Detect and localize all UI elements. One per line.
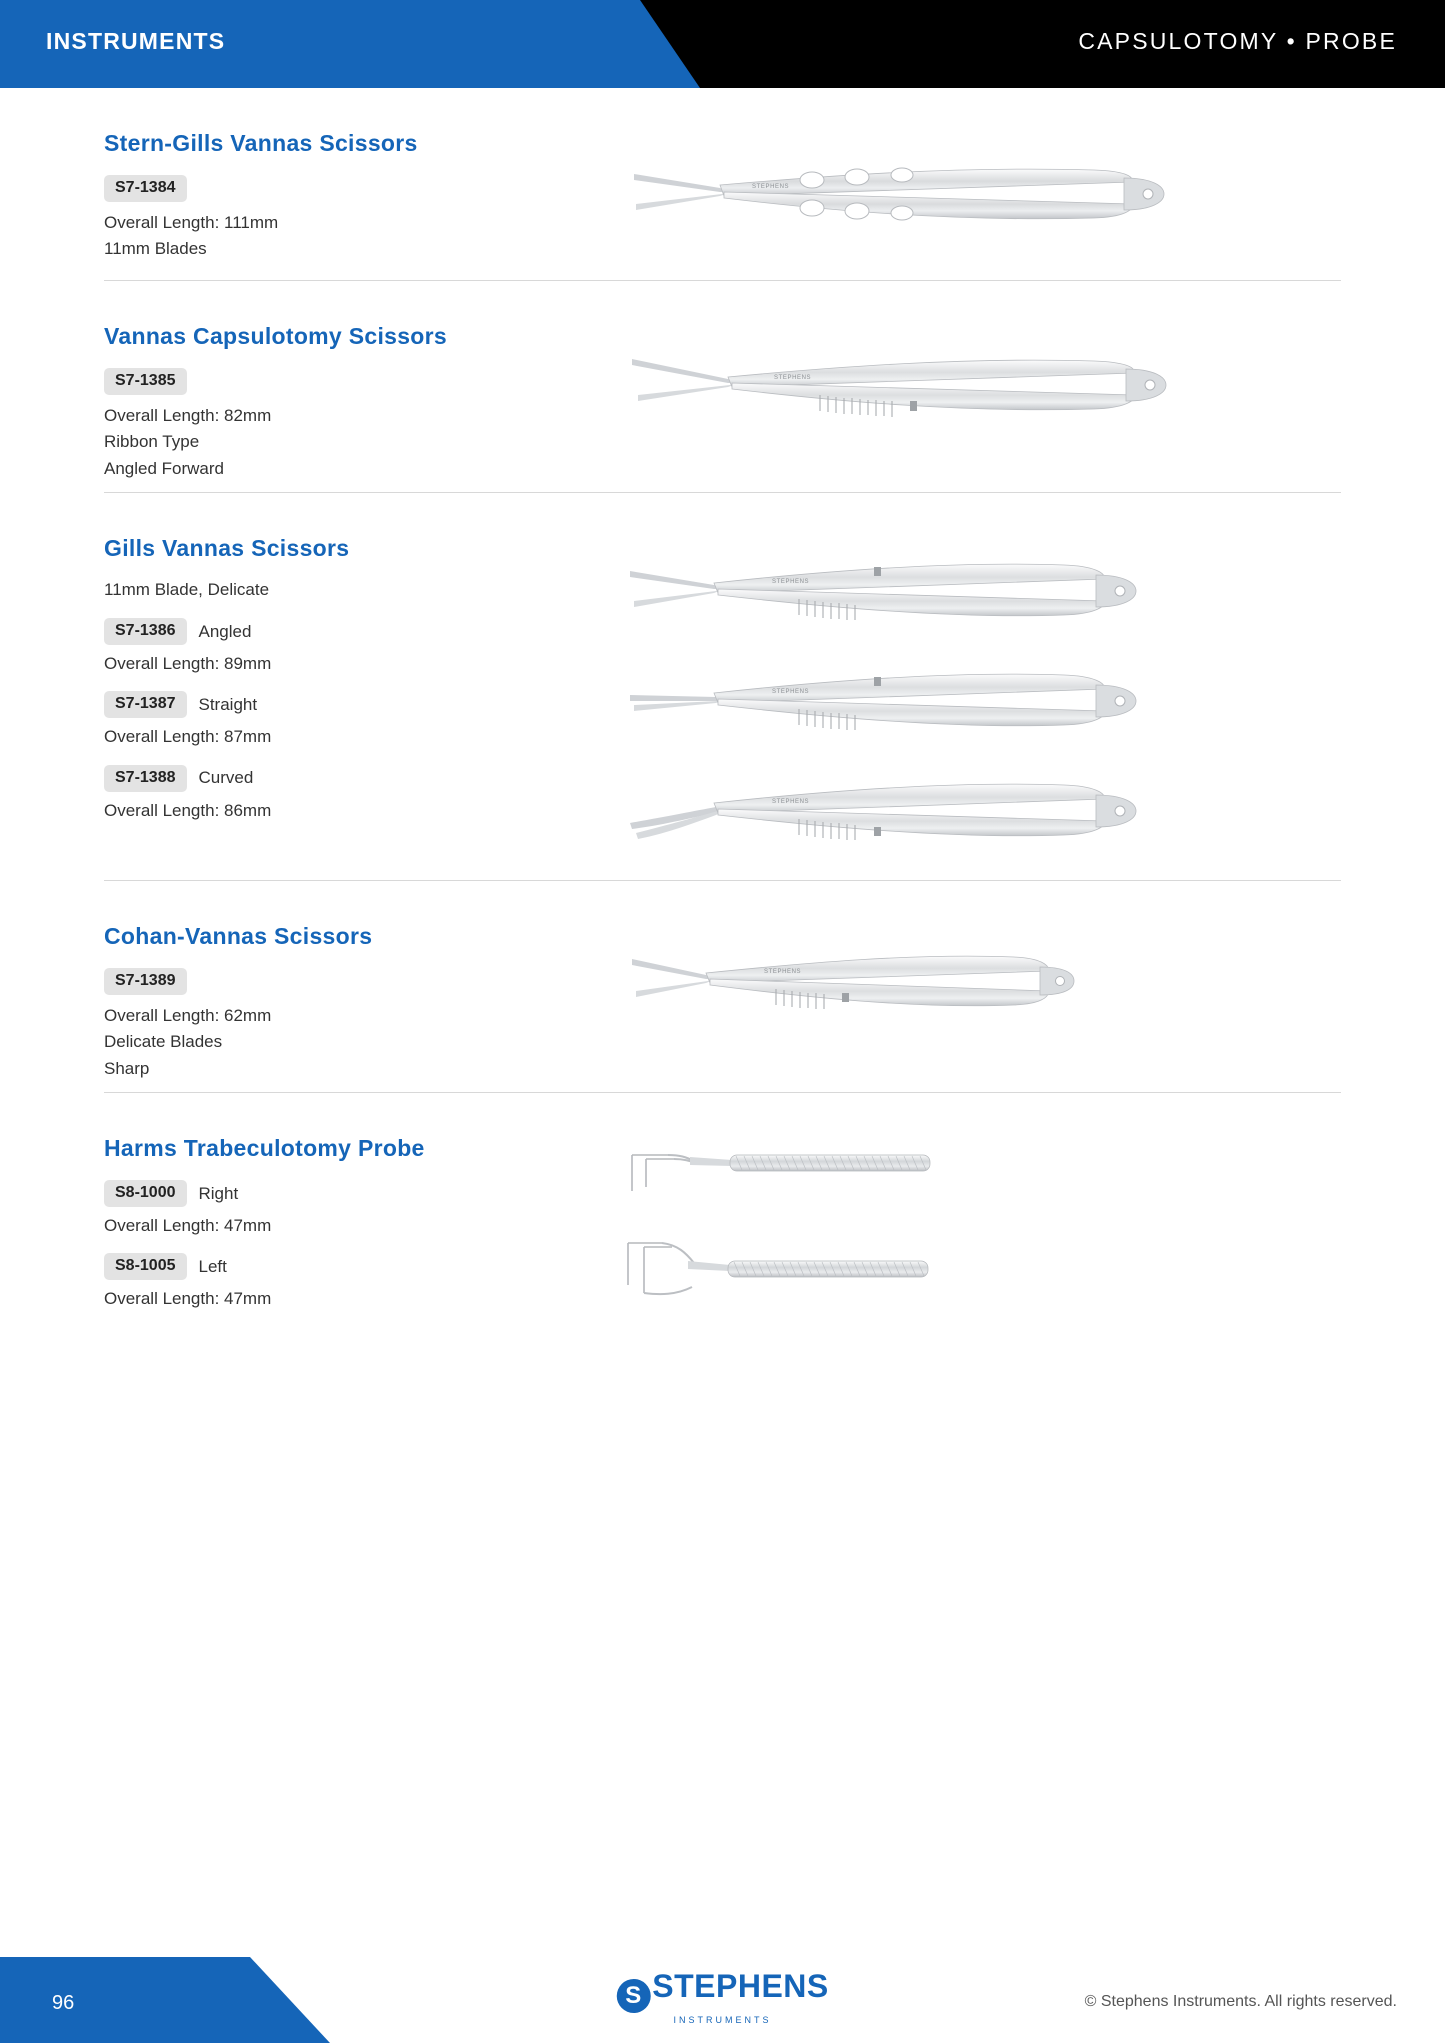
product-code-chip: S8-1005 <box>104 1253 187 1280</box>
copyright-text: © Stephens Instruments. All rights reserved. <box>1084 1993 1397 2010</box>
product-specs <box>104 210 624 263</box>
section-title: Cohan-Vannas Scissors <box>104 923 373 950</box>
product-code-chip: S8-1000 <box>104 1180 187 1207</box>
footer-blue-band <box>0 1957 330 2043</box>
page-content <box>0 88 1445 1335</box>
svg-text:STEPHENS: STEPHENS <box>772 689 810 696</box>
product-code-row <box>104 968 624 995</box>
spec-line: Overall Length: 87mm <box>104 727 272 747</box>
section-gills-vannas-scissors <box>104 493 1341 880</box>
section-text-block <box>104 923 624 1082</box>
spec-line: Overall Length: 82mm <box>104 406 272 425</box>
spec-line: Ribbon Type <box>104 432 200 452</box>
spec-line: 11mm Blades <box>104 239 207 259</box>
stern-gills-vannas-scissors-photo <box>624 130 1184 270</box>
gills-vannas-scissors-angled-photo <box>624 535 1144 645</box>
product-code-chip: S7-1387 <box>104 691 187 718</box>
svg-text:STEPHENS: STEPHENS <box>752 184 790 190</box>
section-image-block <box>624 1135 1341 1325</box>
page-number: 96 <box>52 1992 75 2014</box>
section-text-block <box>104 1135 624 1313</box>
gills-vannas-scissors-straight-photo <box>624 645 1144 755</box>
section-image-block <box>624 130 1341 270</box>
product-code-row <box>104 1180 624 1207</box>
product-variant-label: Left <box>198 1256 227 1276</box>
svg-text:STEPHENS: STEPHENS <box>772 579 810 586</box>
section-stern-gills-vannas-scissors <box>104 88 1341 280</box>
product-code-row <box>104 765 624 792</box>
spec-line: Angled Forward <box>104 458 225 478</box>
product-code-row <box>104 368 624 395</box>
section-title: Vannas Capsulotomy Scissors <box>104 323 448 349</box>
svg-text:STEPHENS: STEPHENS <box>774 375 812 381</box>
product-code-chip: S7-1384 <box>104 175 187 202</box>
spec-line: Overall Length: 47mm <box>104 1216 272 1236</box>
section-cohan-vannas-scissors <box>104 881 1341 1092</box>
product-variant-label: Curved <box>198 768 254 788</box>
spec-line: Overall Length: 86mm <box>104 800 272 820</box>
section-image-block <box>624 923 1341 1043</box>
logo-mark-icon: S <box>616 1979 650 2013</box>
cohan-vannas-scissors-photo <box>624 923 1084 1033</box>
product-code-chip: S7-1389 <box>104 968 187 995</box>
logo-wordmark: STEPHENS <box>652 1968 829 2004</box>
section-note: 11mm Blade, Delicate <box>104 580 270 600</box>
product-variant-label: Angled <box>198 621 252 641</box>
product-code-row <box>104 175 624 202</box>
section-title: Harms Trabeculotomy Probe <box>104 1135 425 1162</box>
svg-text:STEPHENS: STEPHENS <box>772 799 810 806</box>
header-right-title: CAPSULOTOMY • PROBE <box>1078 28 1397 54</box>
logo-subtitle: INSTRUMENTS <box>673 2015 772 2025</box>
section-text-block <box>104 323 624 482</box>
product-specs <box>104 403 624 482</box>
section-title: Gills Vannas Scissors <box>104 535 350 562</box>
product-code-chip: S7-1385 <box>104 368 187 395</box>
svg-text:STEPHENS: STEPHENS <box>764 969 802 976</box>
section-harms-trabeculotomy-probe <box>104 1093 1341 1335</box>
spec-line: Sharp <box>104 1058 150 1078</box>
stephens-logo <box>616 1970 828 2025</box>
product-code-chip: S7-1388 <box>104 765 187 792</box>
vannas-capsulotomy-scissors-photo <box>624 323 1184 453</box>
spec-line: Overall Length: 111mm <box>104 213 279 232</box>
product-variant-label: Right <box>198 1183 239 1203</box>
section-image-block <box>624 323 1341 453</box>
gills-vannas-scissors-curved-photo <box>624 755 1144 870</box>
spec-line: Overall Length: 62mm <box>104 1006 272 1026</box>
product-specs <box>104 1003 624 1082</box>
section-text-block <box>104 130 624 263</box>
spec-line: Overall Length: 47mm <box>104 1289 272 1309</box>
header-left-title: INSTRUMENTS <box>46 28 226 54</box>
product-code-chip: S7-1386 <box>104 618 187 645</box>
harms-trabeculotomy-probe-left-photo <box>624 1225 1054 1325</box>
page-header <box>0 0 1445 88</box>
product-code-row <box>104 691 624 718</box>
spec-line: Overall Length: 89mm <box>104 654 272 674</box>
section-text-block <box>104 535 624 824</box>
harms-trabeculotomy-probe-right-photo <box>624 1135 1054 1225</box>
product-code-row <box>104 1253 624 1280</box>
page-footer <box>0 1957 1445 2043</box>
section-image-block <box>624 535 1341 870</box>
product-code-row <box>104 618 624 645</box>
section-vannas-capsulotomy-scissors <box>104 281 1341 492</box>
spec-line: Delicate Blades <box>104 1032 223 1052</box>
product-variant-label: Straight <box>198 694 258 714</box>
section-title: Stern-Gills Vannas Scissors <box>104 130 418 156</box>
